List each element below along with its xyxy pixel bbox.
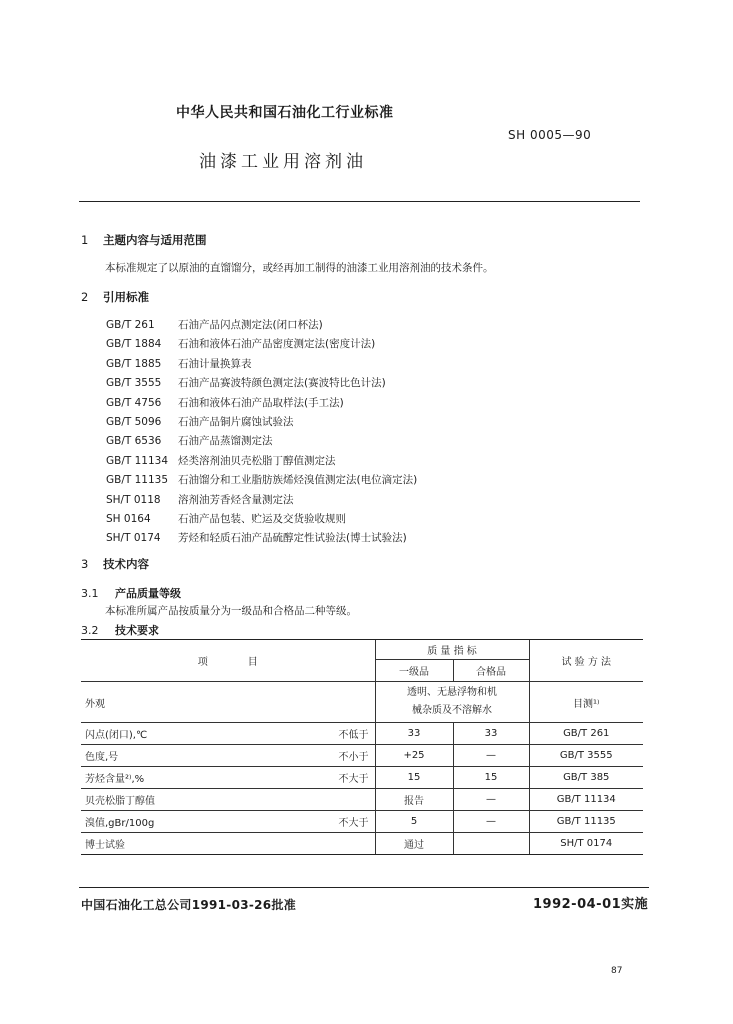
row-method: 目测¹⁾	[529, 682, 643, 723]
reference-code: GB/T 1885	[106, 357, 162, 370]
reference-title: 石油产品铜片腐蚀试验法	[178, 416, 294, 429]
header-grade-first: 一级品	[375, 660, 453, 682]
page-number: 87	[611, 966, 623, 976]
reference-title: 石油产品蒸馏测定法	[178, 435, 273, 448]
section-2-heading	[81, 289, 149, 305]
section-number: 3.2	[81, 624, 99, 637]
reference-item	[106, 432, 417, 451]
reference-item	[106, 374, 417, 393]
row-grade1-value: +25	[375, 745, 453, 767]
reference-title: 芳烃和轻质石油产品硫醇定性试验法(博士试验法)	[178, 532, 407, 545]
footer-divider	[79, 887, 649, 888]
item-limit: 不小于	[338, 752, 369, 763]
row-item	[81, 723, 375, 745]
reference-code: GB/T 6536	[106, 435, 162, 448]
standard-code: SH 0005—90	[508, 128, 592, 142]
reference-code: GB/T 11134	[106, 454, 169, 467]
row-grade1-value: 通过	[375, 833, 453, 855]
section-number: 2	[81, 290, 89, 304]
reference-item	[106, 413, 417, 432]
row-grade2-value	[453, 833, 529, 855]
section-number: 1	[81, 233, 89, 247]
row-grade2-value: —	[453, 789, 529, 811]
item-name: 溴值,gBr/100g	[85, 818, 155, 829]
reference-list	[106, 316, 417, 549]
section-1-text: 本标准规定了以原油的直馏馏分，或经再加工制得的油漆工业用溶剂油的技术条件。	[105, 262, 494, 274]
reference-code: GB/T 1884	[106, 338, 162, 351]
section-title: 产品质量等级	[115, 587, 181, 600]
section-1-heading	[81, 232, 207, 248]
item-limit: 不低于	[338, 730, 369, 741]
issuing-authority: 中华人民共和国石油化工行业标准	[176, 105, 394, 121]
reference-item	[106, 316, 417, 335]
reference-code: SH/T 0174	[106, 532, 161, 545]
reference-item	[106, 394, 417, 413]
row-grade1-value: 33	[375, 723, 453, 745]
reference-title: 溶剂油芳香烃含量测定法	[178, 493, 294, 506]
item-name: 闪点(闭口),℃	[85, 730, 148, 741]
table-row	[81, 833, 643, 855]
row-grade1-value: 15	[375, 767, 453, 789]
row-item	[81, 833, 375, 855]
item-name: 色度,号	[85, 752, 119, 763]
row-method: GB/T 11135	[529, 811, 643, 833]
reference-code: SH 0164	[106, 513, 151, 526]
header-grade-qualified: 合格品	[453, 660, 529, 682]
reference-code: GB/T 4756	[106, 396, 162, 409]
reference-title: 石油产品闪点测定法(闭口杯法)	[178, 319, 323, 331]
row-item	[81, 789, 375, 811]
table-row	[81, 767, 643, 789]
section-title: 引用标准	[103, 290, 149, 304]
item-name: 贝壳松脂丁醇值	[85, 796, 155, 807]
row-item	[81, 811, 375, 833]
reference-code: GB/T 11135	[106, 474, 169, 487]
row-method: GB/T 261	[529, 723, 643, 745]
row-method: SH/T 0174	[529, 833, 643, 855]
row-grade2-value: 15	[453, 767, 529, 789]
row-grade1-value: 5	[375, 811, 453, 833]
reference-title: 石油和液体石油产品密度测定法(密度计法)	[178, 338, 376, 351]
spec-table	[81, 639, 643, 855]
section-number: 3.1	[81, 587, 99, 600]
section-number: 3	[81, 557, 89, 571]
section-title: 技术要求	[115, 624, 159, 637]
row-grade2-value: —	[453, 811, 529, 833]
section-3-heading	[81, 556, 149, 572]
row-method: GB/T 385	[529, 767, 643, 789]
row-item	[81, 682, 375, 723]
row-item	[81, 767, 375, 789]
reference-title: 石油和液体石油产品取样法(手工法)	[178, 396, 344, 409]
table-row	[81, 789, 643, 811]
reference-title: 石油产品包装、贮运及交货验收规则	[178, 513, 346, 526]
header-quality-index: 质 量 指 标	[375, 640, 529, 660]
section-3-1-heading	[81, 585, 181, 601]
reference-item	[106, 471, 417, 490]
reference-title: 石油馏分和工业脂肪族烯烃溴值测定法(电位滴定法)	[178, 474, 418, 487]
item-limit: 不大于	[338, 818, 369, 829]
section-3-1-text: 本标准所属产品按质量分为一级品和合格品二种等级。	[105, 605, 357, 617]
reference-item	[106, 529, 417, 548]
header-test-method: 试 验 方 法	[529, 640, 643, 682]
reference-code: GB/T 261	[106, 319, 155, 331]
item-name: 芳烃含量²⁾,%	[85, 774, 145, 785]
table-header-row	[81, 640, 643, 660]
reference-title: 石油计量换算表	[178, 357, 252, 370]
document-title: 油漆工业用溶剂油	[199, 152, 367, 172]
item-name: 外观	[85, 698, 105, 710]
reference-item	[106, 491, 417, 510]
item-name: 博士试验	[85, 840, 125, 851]
row-grade2-value: —	[453, 745, 529, 767]
row-item	[81, 745, 375, 767]
table-row	[81, 723, 643, 745]
row-grade-value: 透明、无悬浮物和机 械杂质及不溶解水	[375, 682, 529, 723]
table-row	[81, 745, 643, 767]
reference-code: SH/T 0118	[106, 493, 161, 506]
row-grade1-value: 报告	[375, 789, 453, 811]
reference-item	[106, 335, 417, 354]
row-method: GB/T 11134	[529, 789, 643, 811]
effective-date: 1992-04-01实施	[533, 897, 649, 912]
table-row	[81, 811, 643, 833]
header-divider	[79, 201, 640, 202]
header-item: 项 目	[81, 640, 375, 682]
section-title: 主题内容与适用范围	[103, 233, 207, 247]
row-grade2-value: 33	[453, 723, 529, 745]
reference-item	[106, 452, 417, 471]
section-title: 技术内容	[103, 557, 149, 571]
section-3-2-heading	[81, 622, 159, 638]
row-method: GB/T 3555	[529, 745, 643, 767]
item-limit: 不大于	[338, 774, 369, 785]
reference-item	[106, 510, 417, 529]
reference-title: 烃类溶剂油贝壳松脂丁醇值测定法	[178, 454, 336, 467]
approval-line: 中国石油化工总公司1991-03-26批准	[81, 898, 297, 912]
reference-title: 石油产品赛波特颜色测定法(赛波特比色计法)	[178, 377, 386, 390]
reference-code: GB/T 3555	[106, 377, 162, 390]
table-row	[81, 682, 643, 723]
reference-code: GB/T 5096	[106, 416, 162, 429]
reference-item	[106, 355, 417, 374]
